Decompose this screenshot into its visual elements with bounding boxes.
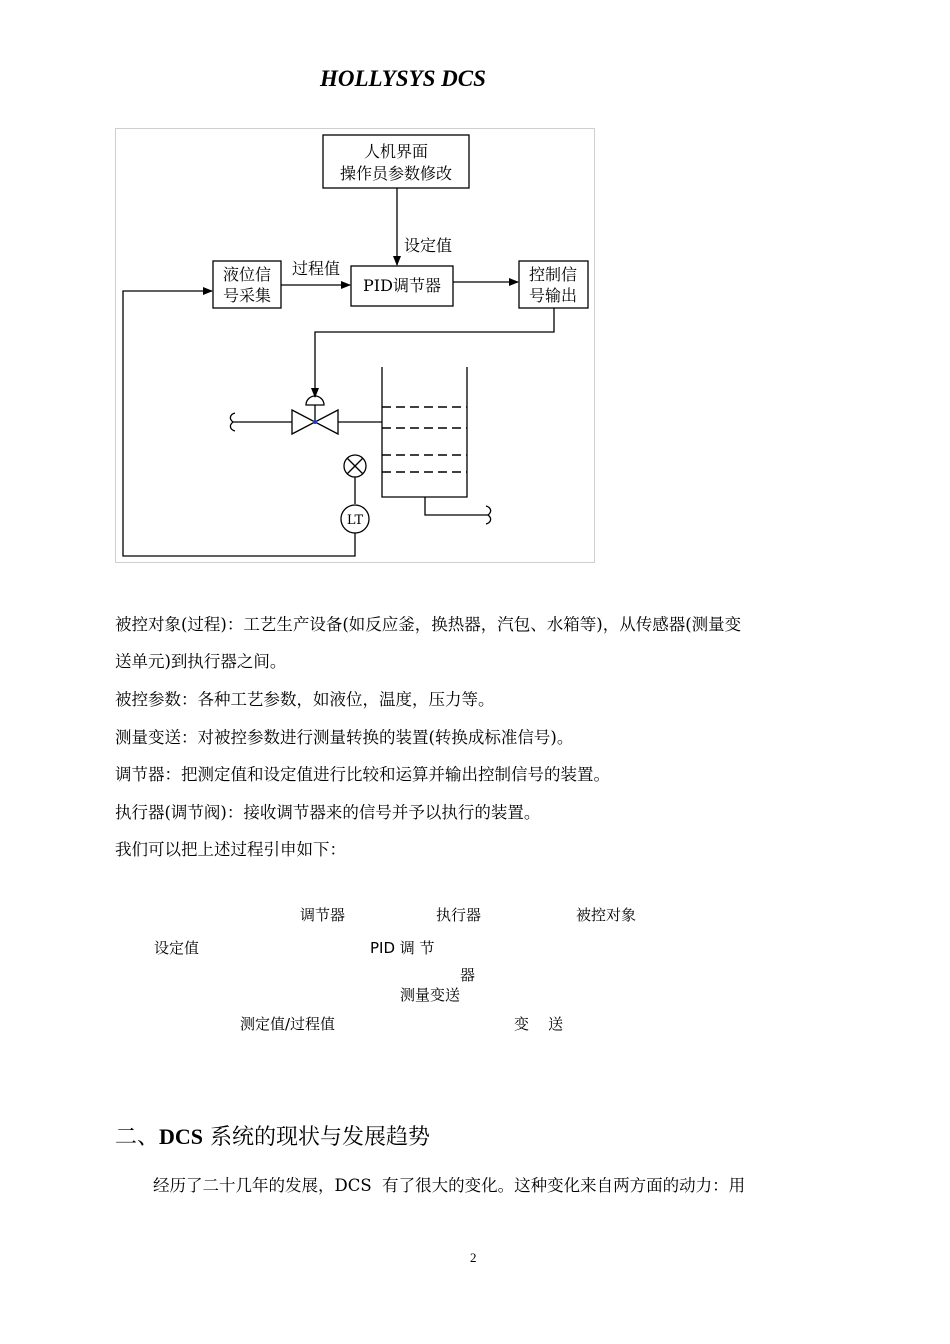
page-header: HOLLYSYS DCS — [320, 66, 486, 91]
section-paragraph: 经历了二十几年的发展，DCS 有了很大的变化。这种变化来自两方面的动力：用 — [153, 1176, 746, 1195]
paragraph-2: 送单元)到执行器之间。 — [115, 652, 287, 671]
label-setpoint: 设定值 — [154, 939, 200, 957]
label-controlled-object: 被控对象 — [576, 906, 637, 924]
paragraph-4: 测量变送：对被控参数进行测量转换的装置(转换成标准信号)。 — [115, 728, 574, 747]
level-box-label-2: 号采集 — [222, 286, 272, 305]
hmi-label-1: 人机界面 — [363, 142, 429, 161]
paragraph-7: 我们可以把上述过程引申如下： — [115, 840, 346, 859]
feedback-line — [123, 291, 355, 556]
label-transmit: 变 送 — [514, 1015, 564, 1033]
process-value-label: 过程值 — [292, 259, 341, 278]
valve-right-triangle — [315, 410, 338, 434]
control-loop-figure — [115, 128, 595, 563]
label-pid-2: 器 — [460, 966, 476, 984]
valve-actuator — [306, 396, 324, 405]
level-box-label-1: 液位信 — [222, 265, 272, 284]
section-heading — [115, 1120, 430, 1151]
section-heading-prefix: 二、 — [115, 1125, 160, 1150]
lt-label: LT — [346, 513, 364, 528]
pid-box-label: PID调节器 — [363, 276, 441, 295]
output-box-label-2: 号输出 — [528, 286, 578, 305]
page-number: 2 — [470, 1250, 477, 1265]
tank — [382, 367, 467, 497]
output-box-label-1: 控制信 — [528, 265, 578, 284]
valve-signal-line — [315, 308, 554, 397]
hmi-label-2: 操作员参数修改 — [339, 164, 453, 183]
outlet-pipe — [425, 497, 488, 515]
paragraph-5: 调节器：把测定值和设定值进行比较和运算并输出控制信号的装置。 — [115, 765, 610, 784]
section-heading-rest: 系统的现状与发展趋势 — [203, 1125, 431, 1150]
section-heading-bold: DCS — [159, 1124, 204, 1149]
label-pid-1: PID 调 节 — [370, 939, 435, 957]
paragraph-6: 执行器(调节阀)：接收调节器来的信号并予以执行的装置。 — [115, 803, 541, 822]
valve-left-triangle — [292, 410, 315, 434]
paragraph-1: 被控对象(过程)：工艺生产设备(如反应釜，换热器，汽包、水箱等)，从传感器(测量变 — [115, 615, 742, 634]
control-loop-diagram — [116, 129, 596, 564]
label-measured-value: 测定值/过程值 — [240, 1015, 336, 1033]
label-actuator: 执行器 — [436, 906, 482, 924]
setpoint-label: 设定值 — [404, 236, 453, 255]
label-regulator: 调节器 — [300, 906, 346, 924]
paragraph-3: 被控参数：各种工艺参数，如液位，温度，压力等。 — [115, 690, 495, 709]
label-measurement: 测量变送 — [400, 986, 461, 1004]
